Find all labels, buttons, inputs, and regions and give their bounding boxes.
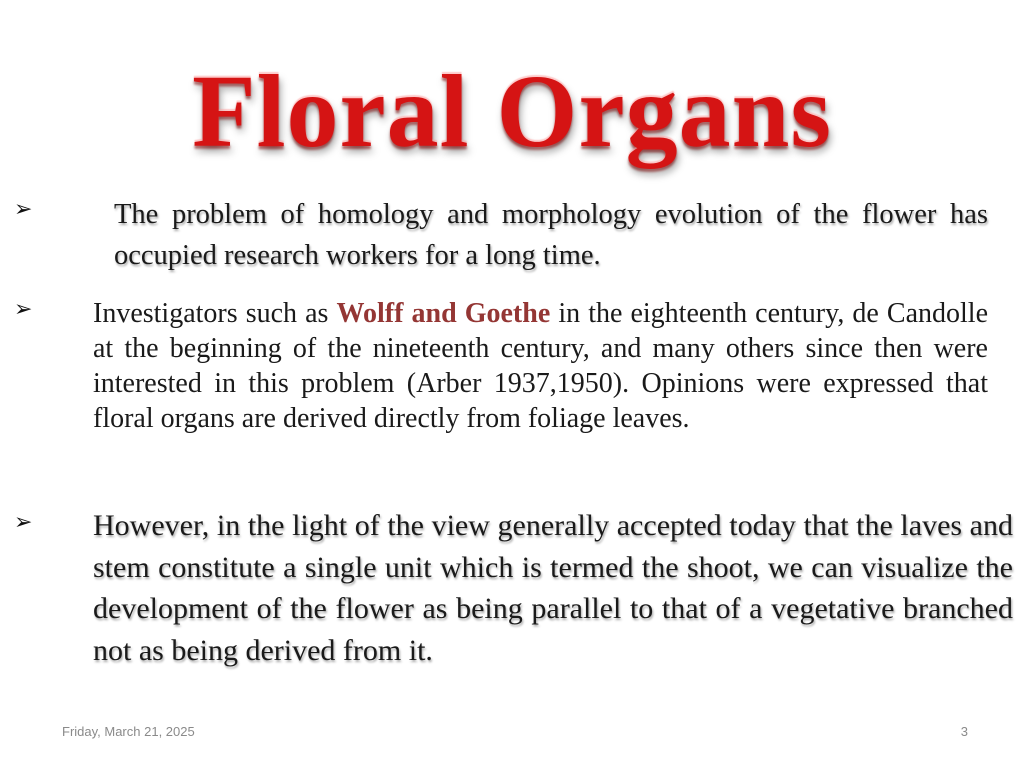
paragraph-shoot-view: However, in the light of the view generally accepted today that the laves and stem constitute a single unit which is termed the shoot, we can visualize the development of the flower as being parallel to that of a vegetative branched not as being derived from it. [93,509,1013,667]
slide-number: 3 [960,724,968,739]
paragraph-homology: The problem of homology and morphology evolution of the flower has occupied research workers for a long time. [114,199,988,271]
paragraph-investigators-text-start: Investigators such as [93,298,337,329]
footer-date: Friday, March 21, 2025 [62,724,195,739]
slide-title: Floral Organs [192,54,832,169]
arrow-bullet-icon: ➢ [14,297,33,322]
arrow-bullet-icon: ➢ [14,197,33,222]
paragraph-investigators-text-end: in the eighteenth century, de Candolle at the beginning of the nineteenth century, and many others since then were interested in this problem (Arber 1937,1950). Opinions were expressed that floral organs are derived directly from foliage leaves. [93,298,988,434]
paragraph-investigators [93,296,988,436]
arrow-bullet-icon: ➢ [14,510,33,535]
highlight-wolff-goethe: Wolff and Goethe [336,298,551,329]
